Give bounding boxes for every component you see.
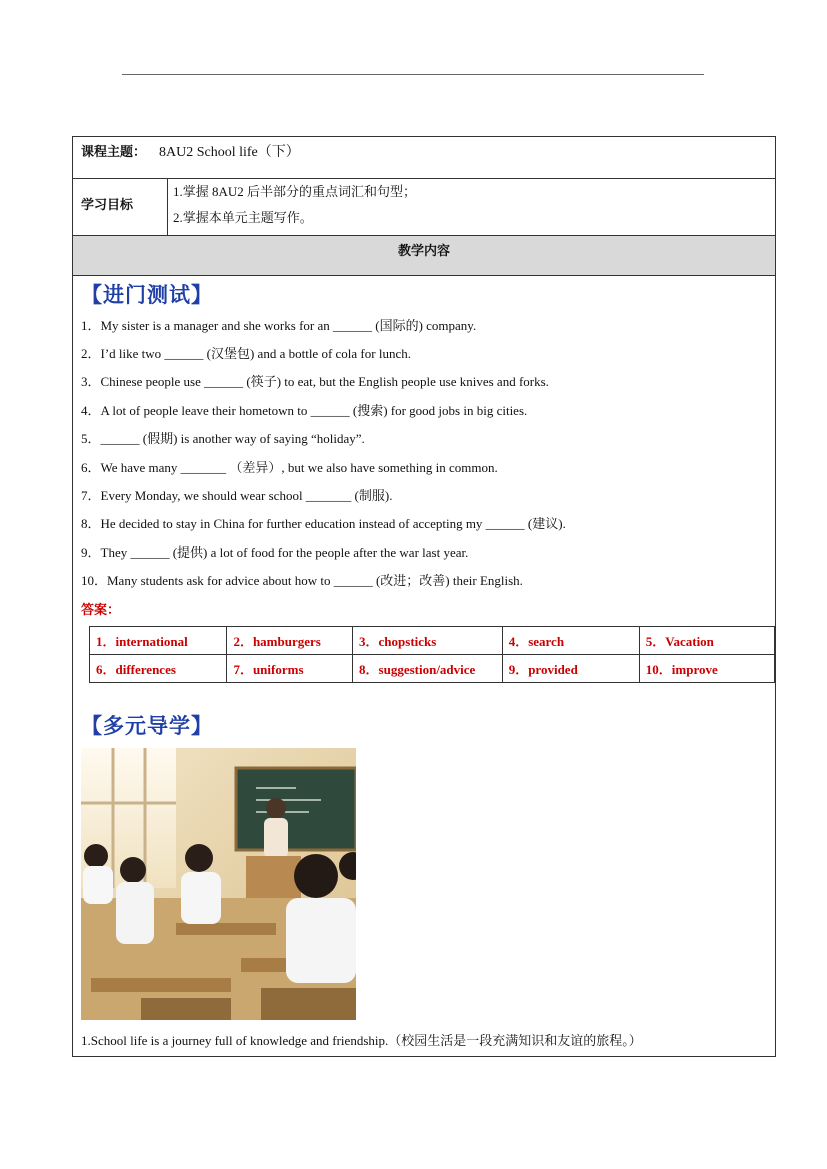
answer-cell: 4．search	[502, 627, 639, 655]
answer-cell: 6．differences	[90, 655, 227, 683]
content-header: 教学内容	[397, 243, 450, 258]
goal-item: 2.掌握本单元主题写作。	[173, 210, 313, 225]
question-2: 2．I’d like two ______ (汉堡包) and a bottle of cola for lunch.	[81, 346, 411, 361]
goal-item: 1.掌握 8AU2 后半部分的重点词汇和句型；	[173, 184, 417, 199]
question-10: 10．Many students ask for advice about how to ______ (改进；改善) their English.	[81, 573, 523, 588]
question-4: 4．A lot of people leave their hometown to ______ (搜索) for good jobs in big cities.	[81, 403, 528, 418]
answers-label: 答案：	[81, 603, 121, 618]
answer-cell: 5．Vacation	[639, 627, 774, 655]
section-title-guide: 【多元导学】	[81, 714, 213, 738]
goals-divider	[167, 179, 168, 235]
answer-cell: 1．international	[90, 627, 227, 655]
lesson-table	[72, 136, 776, 1057]
answer-cell: 8．suggestion/advice	[353, 655, 503, 683]
answers-table	[89, 626, 775, 683]
question-7: 7．Every Monday, we should wear school _______ (制服).	[81, 488, 393, 503]
topic-row	[73, 137, 775, 179]
header-rule	[122, 74, 704, 75]
question-6: 6．We have many _______ （差异）, but we also have something in common.	[81, 460, 498, 475]
table-row	[90, 627, 775, 655]
content-header-row	[73, 236, 775, 276]
topic-value: 8AU2 School life（下）	[159, 145, 300, 160]
question-9: 9．They ______ (提供) a lot of food for the people after the war last year.	[81, 545, 469, 560]
answer-cell: 10．improve	[639, 655, 774, 683]
question-1: 1．My sister is a manager and she works for an ______ (国际的) company.	[81, 318, 477, 333]
question-3: 3．Chinese people use ______ (筷子) to eat, but the English people use knives and forks.	[81, 374, 549, 389]
answer-cell: 7．uniforms	[227, 655, 353, 683]
answer-cell: 9．provided	[502, 655, 639, 683]
topic-label: 课程主题：	[81, 144, 147, 159]
table-row	[90, 655, 775, 683]
photo-caption: 1.School life is a journey full of knowledge and friendship.（校园生活是一段充满知识和友谊的旅程。）	[81, 1033, 642, 1048]
question-5: 5．______ (假期) is another way of saying “holiday”.	[81, 431, 365, 446]
answer-cell: 2．hamburgers	[227, 627, 353, 655]
classroom-photo	[81, 748, 356, 1020]
question-8: 8．He decided to stay in China for further education instead of accepting my ______ (建议).	[81, 516, 566, 531]
section-title-test: 【进门测试】	[81, 283, 213, 307]
goals-row	[73, 179, 775, 236]
answer-cell: 3．chopsticks	[353, 627, 503, 655]
goals-label: 学习目标	[81, 197, 134, 212]
